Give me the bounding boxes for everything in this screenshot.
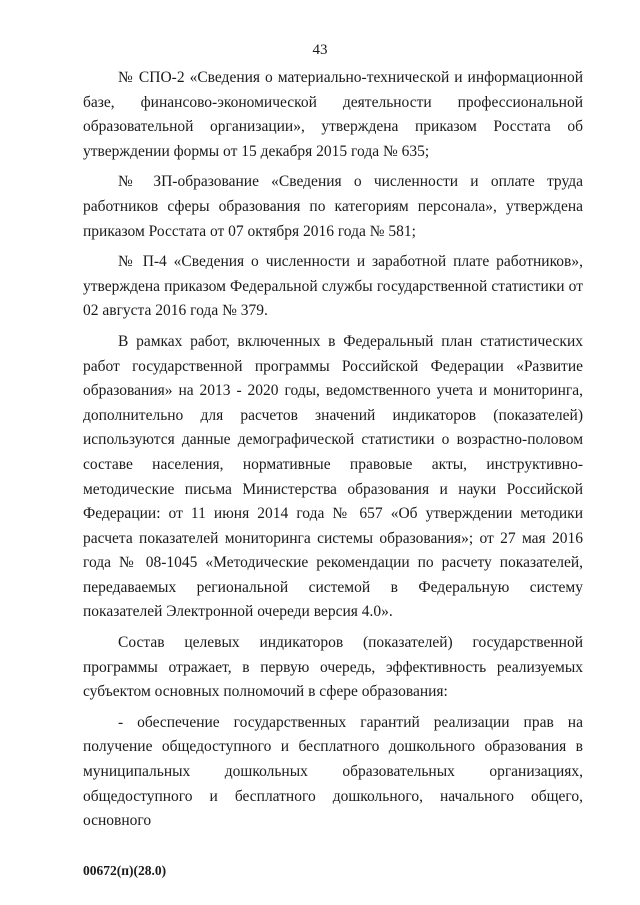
paragraph-federal-plan: В рамках работ, включенных в Федеральный план статистических работ государственной программы Российской Федерации «Развитие образования» на 2013 - 2020 годы, ведомственного учета и мониторинга, дополнительно для расчетов значений индикаторов (показателей) используются данные демографической статистики о возрастно-половом составе населения, нормативные правовые акты, инструктивно-методические письма Министерства образования и науки Российской Федерации: от 11 июня 2014 года № 657 «Об утверждении методики расчета показателей мониторинга системы образования»; от 27 мая 2016 года № 08-1045 «Методические рекомендации по расчету показателей, передаваемых региональной системой в Федеральную систему показателей Электронной очереди версия 4.0». xyxy=(83,332,583,621)
paragraph-p4: № П-4 «Сведения о численности и заработной плате работников», утверждена приказом Федеральной службы государственной статистики от 02 августа 2016 года № 379. xyxy=(83,253,583,320)
paragraph-zp-obrazovanie: № ЗП-образование «Сведения о численности и оплате труда работников сферы образования по категориям персонала», утверждена приказом Росстата от 07 октября 2016 года № 581; xyxy=(83,173,583,240)
paragraph-spo2: № СПО-2 «Сведения о материально-технической и информационной базе, финансово-экономической деятельности профессиональной образовательной организации», утверждена приказом Росстата об утверждении формы от 15 декабря 2015 года № 635; xyxy=(83,69,583,160)
page-number: 43 xyxy=(312,42,328,58)
footer-code: 00672(п)(28.0) xyxy=(83,863,167,878)
body-text xyxy=(83,66,583,834)
paragraph-guarantees: - обеспечение государственных гарантий реализации прав на получение общедоступного и бесплатного дошкольного образования в муниципальных дошкольных образовательных организациях, общедоступного и бесплатного дошкольного, начального общего, основного xyxy=(83,713,583,830)
paragraph-indicators: Состав целевых индикаторов (показателей) государственной программы отражает, в первую очередь, эффективность реализуемых субъектом основных полномочий в сфере образования: xyxy=(83,634,583,701)
